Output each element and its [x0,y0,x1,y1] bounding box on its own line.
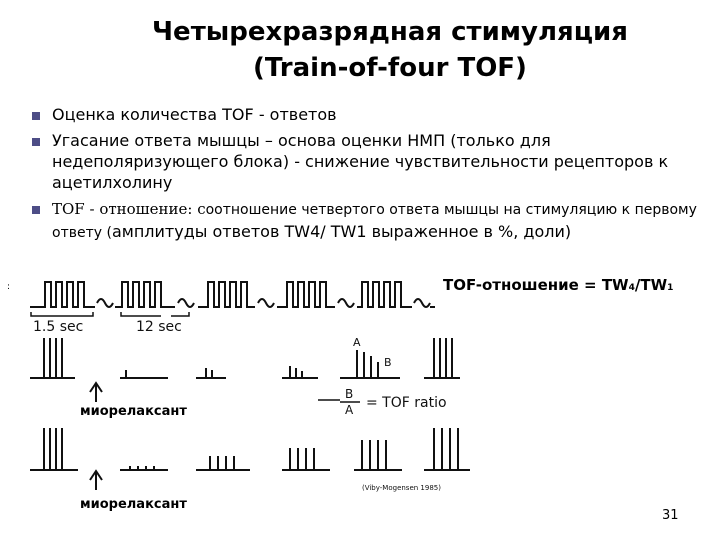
bullet-text: Оценка количества TOF - ответов [52,105,337,124]
bullet-item-2 [32,130,702,193]
break-mark [97,299,113,307]
bullet-item-3 [32,198,702,244]
tof-diagram [0,270,720,505]
time-bracket-2 [121,312,189,316]
break-mark [258,299,274,307]
break-mark [178,299,194,307]
bullet-item-1 [32,104,702,125]
ratio-numerator: B [345,387,354,401]
bullet-text: Угасание ответа мышцы – основа оценки НМП (только для недеполяризующего блока) - снижение чувствительности рецепторов к ацетилхолину [52,131,669,192]
time-label-2: 12 sec [136,319,182,335]
bullet-text-small: оотношение четвертого ответа мышцы на стимуляцию к первому ответу ( [52,202,697,241]
stimulus-train [198,282,255,307]
title-line-1: Четырехразрядная стимуляция [152,17,628,47]
formula-prefix: TOF-отношение = TW [443,276,629,294]
break-mark [414,299,430,307]
citation: (Viby-Mogensen 1985) [362,484,441,492]
arrow-up [90,471,102,490]
tof-ratio-text: = TOF ratio [366,395,447,411]
stimulus-train [30,282,95,307]
title-line-2: (Train-of-four TOF) [253,53,527,83]
diagram-marker: : [7,282,11,292]
formula-sub-1: 1 [667,283,674,293]
ratio-label-a: A [353,336,361,349]
stimulus-train [277,282,335,307]
formula-sub-4: 4 [628,283,635,293]
slide-title [60,14,720,86]
bullet-list [32,104,702,249]
break-mark [338,299,354,307]
relaxant-label-1: миорелаксант [80,404,187,419]
relaxant-label-2: миорелаксант [80,497,187,512]
time-bracket-1 [31,312,93,316]
bullet-text-serif: TOF - отношение: с [52,200,206,218]
time-label-1: 1.5 sec [33,319,84,335]
stimulus-train [357,282,412,307]
bullet-text: амплитуды ответов TW4/ TW1 выраженное в %, доли) [111,222,572,241]
page-number: 31 [662,508,679,523]
arrow-up [90,383,102,402]
ratio-denominator: A [345,403,354,417]
formula-mid: /TW [634,276,668,294]
stimulus-train [115,282,175,307]
ratio-label-b: B [384,356,392,369]
